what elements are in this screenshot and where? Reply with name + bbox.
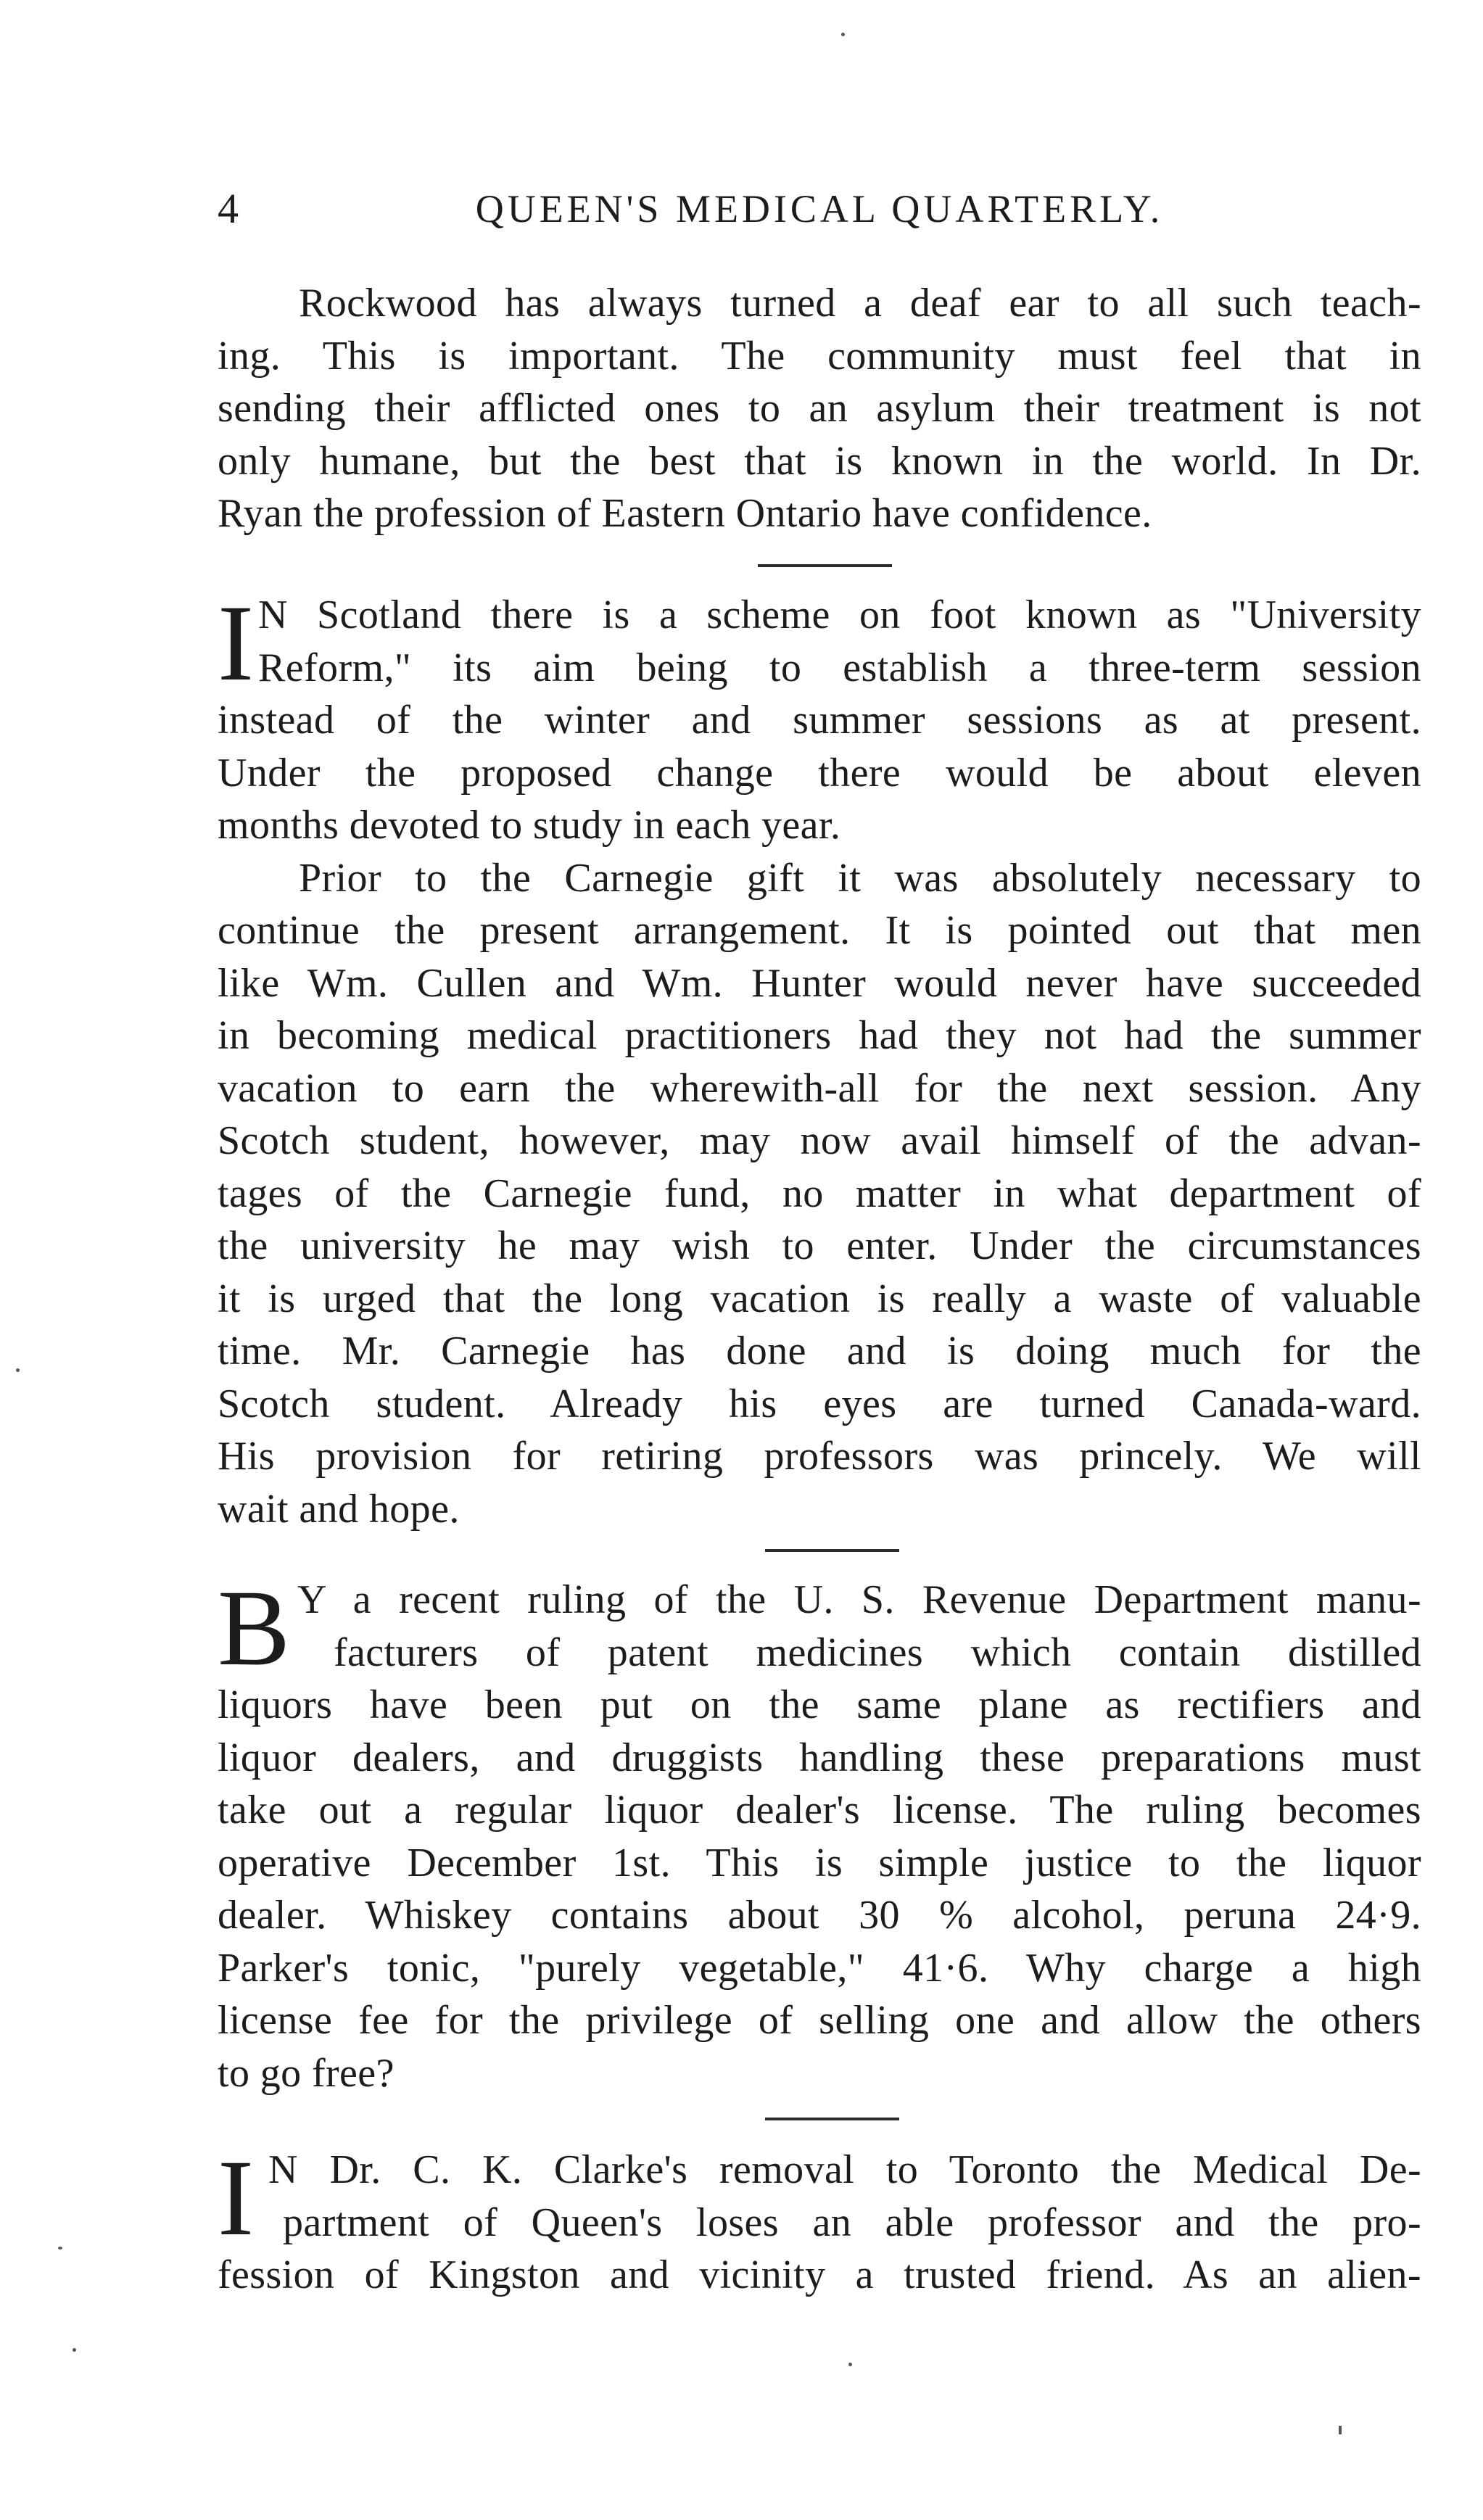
text-line: dealer. Whiskey contains about 30 % alcohol, peruna 24·9. <box>218 1893 1421 1938</box>
scan-speck <box>16 1368 20 1372</box>
text-line: months devoted to study in each year. <box>218 803 841 848</box>
text-line: wait and hope. <box>218 1486 460 1532</box>
page-number: 4 <box>218 185 239 232</box>
text-line: His provision for retiring professors was princely. We will <box>218 1434 1421 1479</box>
text-line: instead of the winter and summer sessions as at present. <box>218 698 1421 743</box>
text-line: operative December 1st. This is simple justice to the liquor <box>218 1840 1421 1885</box>
text-line: N Scotland there is a scheme on foot known as "University <box>258 592 1421 637</box>
drop-cap: I <box>218 583 254 703</box>
text-line: sending their afflicted ones to an asylum their treatment is not <box>218 386 1421 431</box>
text-line: to go free? <box>218 2050 394 2096</box>
running-head: QUEEN'S MEDICAL QUARTERLY. <box>475 187 1164 231</box>
section-divider <box>758 564 892 567</box>
scan-speck <box>841 33 845 36</box>
paragraph-revenue-ruling <box>218 1568 1421 2099</box>
scan-speck <box>58 2247 62 2250</box>
text-line: only humane, but the best that is known in the world. In Dr. <box>218 438 1421 484</box>
text-line: N Dr. C. K. Clarke's removal to Toronto the Medical De- <box>268 2147 1421 2192</box>
paragraph-university-reform <box>218 583 1421 1535</box>
text-line: like Wm. Cullen and Wm. Hunter would never have succeeded <box>218 960 1421 1006</box>
text-line: Prior to the Carnegie gift it was absolutely necessary to <box>299 855 1421 901</box>
text-line: Parker's tonic, "purely vegetable," 41·6. Why charge a high <box>218 1945 1421 1991</box>
text-line: take out a regular liquor dealer's license. The ruling becomes <box>218 1788 1421 1833</box>
text-line: facturers of patent medicines which contain distilled <box>334 1629 1421 1675</box>
section-divider <box>765 1549 899 1552</box>
text-line: Ryan the profession of Eastern Ontario have confidence. <box>218 491 1152 536</box>
text-line: Under the proposed change there would be about eleven <box>218 750 1421 796</box>
text-line: Scotch student, however, may now avail himself of the advan- <box>218 1118 1421 1163</box>
paragraph-dr-clarke <box>218 2138 1421 2302</box>
scan-speck <box>73 2348 76 2352</box>
paragraph-rockwood <box>218 277 1421 540</box>
text-line: it is urged that the long vacation is really a waste of valuable <box>218 1276 1421 1321</box>
text-line: Scotch student. Already his eyes are turned Canada-ward. <box>218 1381 1421 1426</box>
text-line: Rockwood has always turned a deaf ear to all such teach- <box>299 281 1421 326</box>
section-divider <box>765 2118 899 2120</box>
text-line: the university he may wish to enter. Under the circumstances <box>218 1223 1421 1268</box>
text-line: license fee for the privilege of selling one and allow the others <box>218 1998 1421 2043</box>
scan-speck <box>1339 2426 1342 2434</box>
drop-cap: I <box>218 2138 254 2258</box>
text-line: time. Mr. Carnegie has done and is doing much for the <box>218 1329 1421 1373</box>
text-line: partment of Queen's loses an able professor and the pro- <box>283 2199 1421 2245</box>
text-line: vacation to earn the wherewith-all for the next session. Any <box>218 1065 1421 1111</box>
text-line: in becoming medical practitioners had they not had the summer <box>218 1013 1421 1058</box>
text-line: liquor dealers, and druggists handling these preparations must <box>218 1735 1421 1780</box>
scan-speck <box>848 2363 852 2366</box>
page-header <box>218 180 1421 238</box>
text-line: fession of Kingston and vicinity a trusted friend. As an alien- <box>218 2252 1421 2297</box>
text-line: continue the present arrangement. It is pointed out that men <box>218 908 1421 953</box>
text-line: liquors have been put on the same plane as rectifiers and <box>218 1682 1421 1727</box>
text-line: tages of the Carnegie fund, no matter in what department of <box>218 1170 1421 1216</box>
text-line: Y a recent ruling of the U. S. Revenue Department manu- <box>297 1577 1421 1622</box>
drop-cap: B <box>218 1568 291 1688</box>
text-line: ing. This is important. The community must feel that in <box>218 333 1421 379</box>
text-line: Reform," its aim being to establish a three-term session <box>258 645 1421 690</box>
